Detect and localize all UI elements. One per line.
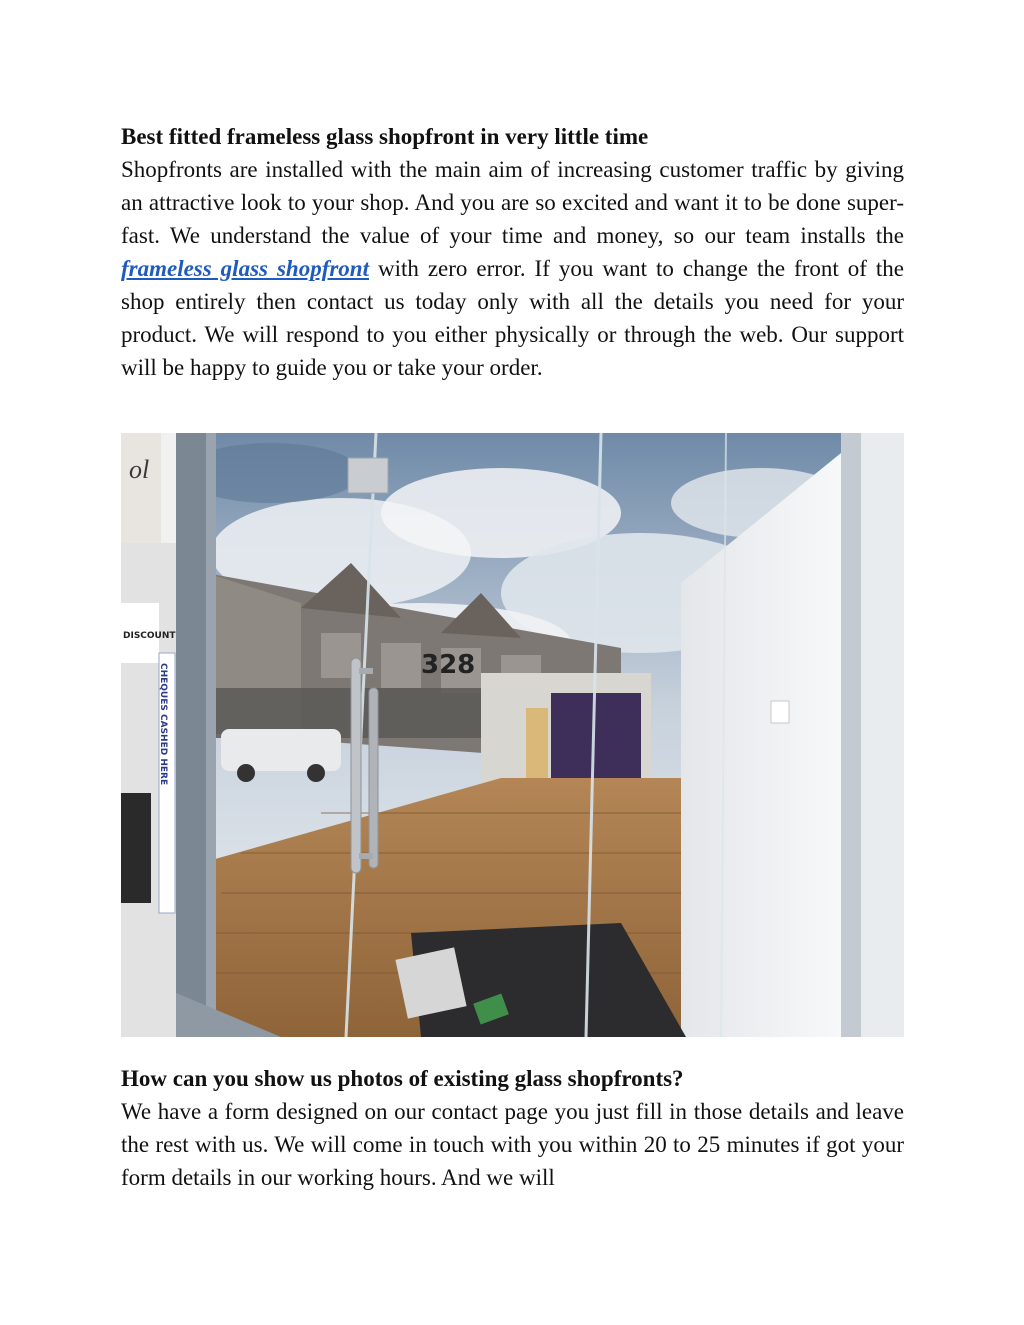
- discount-sign: DISCOUNT: [123, 631, 176, 641]
- svg-text:ol: ol: [129, 455, 150, 484]
- section-heading: Best fitted frameless glass shopfront in very little time: [121, 124, 649, 149]
- section-paragraph: [121, 153, 904, 384]
- section-shopfront-intro: [121, 120, 904, 384]
- section-paragraph: We have a form designed on our contact page you just fill in those details and leave the rest with us. We will come in touch with you within 20 to 25 minutes if got your form details in our working hours. And we will: [121, 1099, 904, 1190]
- shop-number: 328: [421, 650, 476, 680]
- section-heading: How can you show us photos of existing glass shopfronts?: [121, 1066, 684, 1091]
- section-photos-question: [121, 1062, 904, 1194]
- paragraph-text-end: with zero error. If you want to change the front of the shop entirely then contact us today only with all the details you need for your product. We will respond to you either physically or through the web. Our support will be happy to guide you or take your order.: [121, 256, 904, 380]
- paragraph-text-start: Shopfronts are installed with the main aim of increasing customer traffic by giving an attractive look to your shop. And you are so excited and want it to be done super-fast. We understand the value of your time and money, so our team installs the: [121, 157, 904, 248]
- shopfront-photo: [121, 433, 904, 1037]
- cheques-sign: CHEQUES CASHED HERE: [158, 663, 168, 786]
- frameless-glass-shopfront-link[interactable]: frameless glass shopfront: [121, 256, 369, 281]
